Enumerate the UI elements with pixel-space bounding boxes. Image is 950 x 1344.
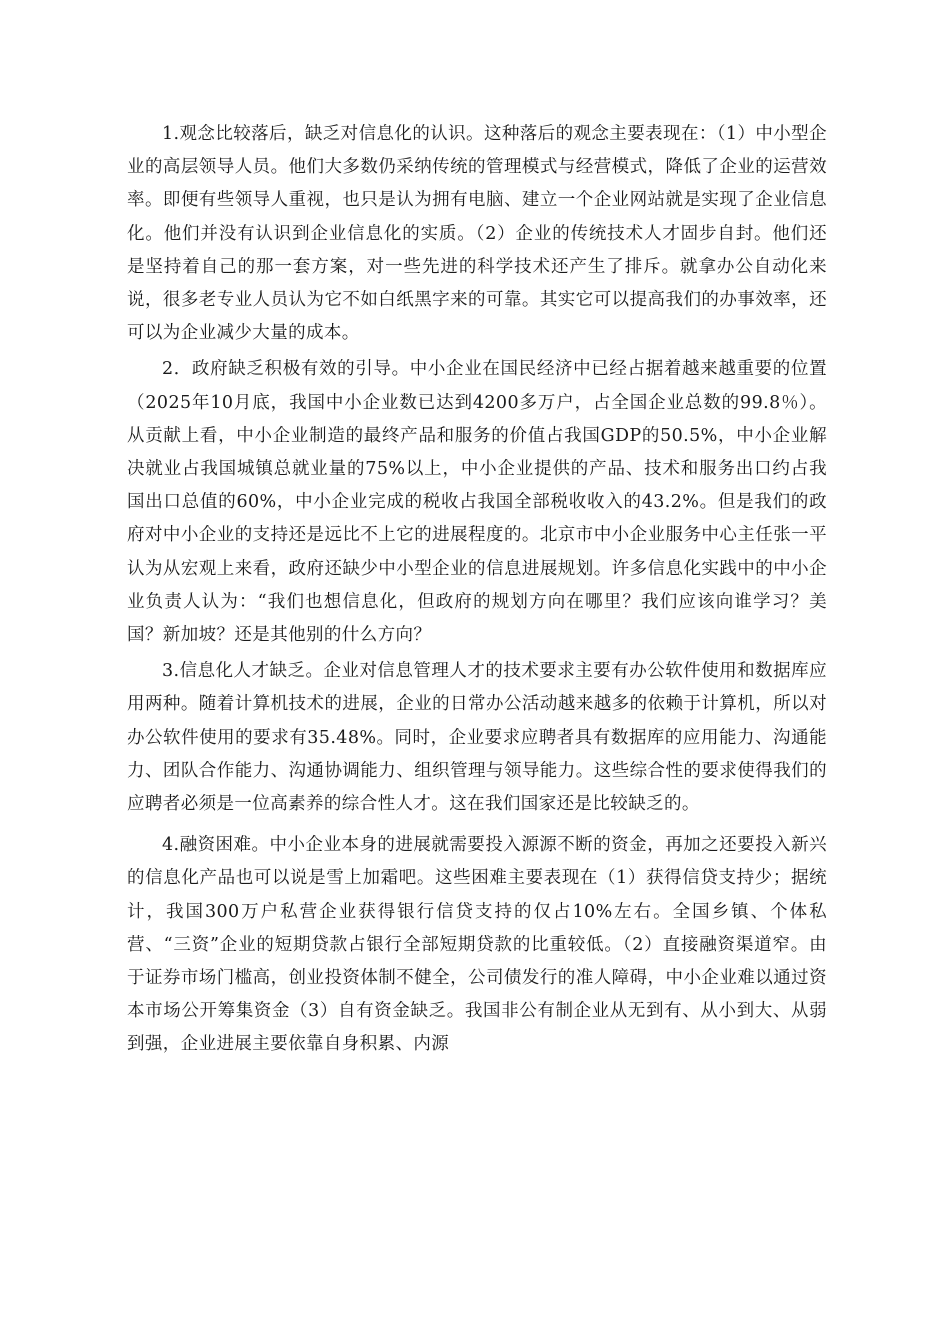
paragraph-1: 1.观念比较落后，缺乏对信息化的认识。这种落后的观念主要表现在：（1）中小型企业的高层领导人员。他们大多数仍采纳传统的管理模式与经营模式，降低了企业的运营效率。即便有些领导人重视，也只是认为拥有电脑、建立一个企业网站就是实现了企业信息化。他们并没有认识到企业信息化的实质。（2）企业的传统技术人才固步自封。他们还是坚持着自己的那一套方案，对一些先进的科学技术还产生了排斥。就拿办公自动化来说，很多老专业人员认为它不如白纸黑字来的可靠。其实它可以提高我们的办事效率，还可以为企业减少大量的成本。 (127, 124, 827, 344)
paragraph-3: 3.信息化人才缺乏。企业对信息管理人才的技术要求主要有办公软件使用和数据库应用两种。随着计算机技术的进展，企业的日常办公活动越来越多的依赖于计算机，所以对办公软件使用的要求有35.48%。同时，企业要求应聘者具有数据库的应用能力、沟通能力、团队合作能力、沟通协调能力、组织管理与领导能力。这些综合性的要求使得我们的应聘者必须是一位高素养的综合性人才。这在我们国家还是比较缺乏的。 (127, 661, 827, 815)
paragraph-4: 4.融资困难。中小企业本身的进展就需要投入源源不断的资金，再加之还要投入新兴的信息化产品也可以说是雪上加霜吧。这些困难主要表现在（1）获得信贷支持少；据统计，我国300万户私营企业获得银行信贷支持的仅占10%左右。全国乡镇、个体私营、“三资”企业的短期贷款占银行全部短期贷款的比重较低。（2）直接融资渠道窄。由于证券市场门槛高，创业投资体制不健全，公司债发行的准人障碍，中小企业难以通过资本市场公开筹集资金（3）自有资金缺乏。我国非公有制企业从无到有、从小到大、从弱到强，企业进展主要依靠自身积累、内源 (127, 835, 827, 1055)
paragraph-2: 2．政府缺乏积极有效的引导。中小企业在国民经济中已经占据着越来越重要的位置（2025年10月底，我国中小企业数已达到4200多万户，占全国企业总数的99.8％）。从贡献上看，中小企业制造的最终产品和服务的价值占我国GDP的50.5%，中小企业解决就业占我国城镇总就业量的75%以上，中小企业提供的产品、技术和服务出口约占我国出口总值的60%，中小企业完成的税收占我国全部税收收入的43.2%。但是我们的政府对中小企业的支持还是远比不上它的进展程度的。北京市中小企业服务中心主任张一平认为从宏观上来看，政府还缺少中小型企业的信息进展规划。许多信息化实践中的中小企业负责人认为：“我们也想信息化，但政府的规划方向在哪里？我们应该向谁学习？美国？新加坡？还是其他别的什么方向？ (127, 359, 827, 646)
document-body (127, 118, 827, 1070)
